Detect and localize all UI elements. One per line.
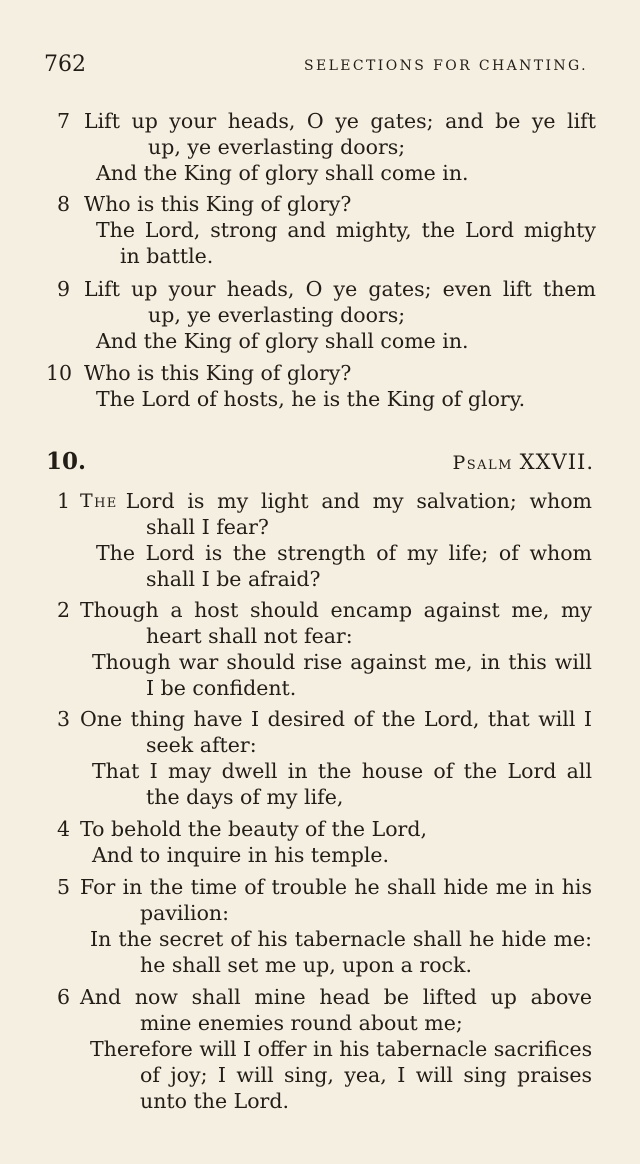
- verse-number: 1: [56, 489, 70, 513]
- verse-line: And now shall mine head be lifted up above: [80, 985, 592, 1009]
- running-title: SELECTIONS FOR CHANTING.: [304, 58, 588, 74]
- verse-line: mine enemies round about me;: [140, 1011, 463, 1035]
- verse-line: heart shall not fear:: [146, 624, 353, 648]
- verse-line: For in the time of trouble he shall hide me in his: [80, 875, 592, 899]
- verse-line: up, ye everlasting doors;: [148, 135, 406, 159]
- verse-line: The Lord is the strength of my life; of whom: [96, 541, 592, 565]
- verse-line: The Lord, strong and mighty, the Lord mighty: [96, 218, 596, 242]
- verse-number: 7: [56, 109, 70, 133]
- verse-number: 3: [56, 707, 70, 731]
- section-number: 10.: [46, 448, 87, 475]
- verse-number: 4: [56, 817, 70, 841]
- verse-number: 5: [56, 875, 70, 899]
- verse-line: Lift up your heads, O ye gates; even lift them: [84, 277, 596, 301]
- verse-number: 2: [56, 598, 70, 622]
- verse-line: of joy; I will sing, yea, I will sing praises: [140, 1063, 592, 1087]
- verse-line: shall I be afraid?: [146, 567, 321, 591]
- verse-line: To behold the beauty of the Lord,: [80, 817, 427, 841]
- verse-line: seek after:: [146, 733, 257, 757]
- verse-line: And to inquire in his temple.: [92, 843, 390, 867]
- verse-line: Who is this King of glory?: [84, 192, 352, 216]
- verse-number: 8: [56, 192, 70, 216]
- verse-line: the days of my life,: [146, 785, 344, 809]
- verse-number: 10: [46, 361, 73, 385]
- verse-line: in battle.: [120, 244, 214, 268]
- verse-line: he shall set me up, upon a rock.: [140, 953, 472, 977]
- verse-line: Though a host should encamp against me, my: [80, 598, 592, 622]
- verse-line: In the secret of his tabernacle shall he hide me:: [90, 927, 592, 951]
- initial-word: The: [80, 490, 118, 512]
- psalm-label: Psalm: [452, 452, 513, 474]
- page-number: 762: [44, 52, 86, 77]
- verse-line: shall I fear?: [146, 515, 269, 539]
- verse-line: unto the Lord.: [140, 1089, 289, 1113]
- verse-line: One thing have I desired of the Lord, that will I: [80, 707, 592, 731]
- verse-line: Lift up your heads, O ye gates; and be ye lift: [84, 109, 596, 133]
- verse-line: [80, 488, 592, 514]
- verse-number: 9: [56, 277, 70, 301]
- verse-number: 6: [56, 985, 70, 1009]
- verse-line: Therefore will I offer in his tabernacle sacrifices: [90, 1037, 593, 1061]
- verse-line: Who is this King of glory?: [84, 361, 352, 385]
- verse-line: I be confident.: [146, 676, 297, 700]
- psalm-number: XXVII.: [519, 450, 594, 474]
- page-header: [44, 52, 596, 82]
- verse-line: That I may dwell in the house of the Lord all: [92, 759, 592, 783]
- verse-line: The Lord of hosts, he is the King of glory.: [96, 387, 526, 411]
- verse-line: And the King of glory shall come in.: [96, 161, 469, 185]
- verse-line: Though war should rise against me, in this will: [92, 650, 592, 674]
- psalm-heading: [452, 450, 594, 474]
- verse-line: pavilion:: [140, 901, 230, 925]
- verse-line: up, ye everlasting doors;: [148, 303, 406, 327]
- verse-line: And the King of glory shall come in.: [96, 329, 469, 353]
- verse-line-text: Lord is my light and my salvation; whom: [125, 489, 592, 513]
